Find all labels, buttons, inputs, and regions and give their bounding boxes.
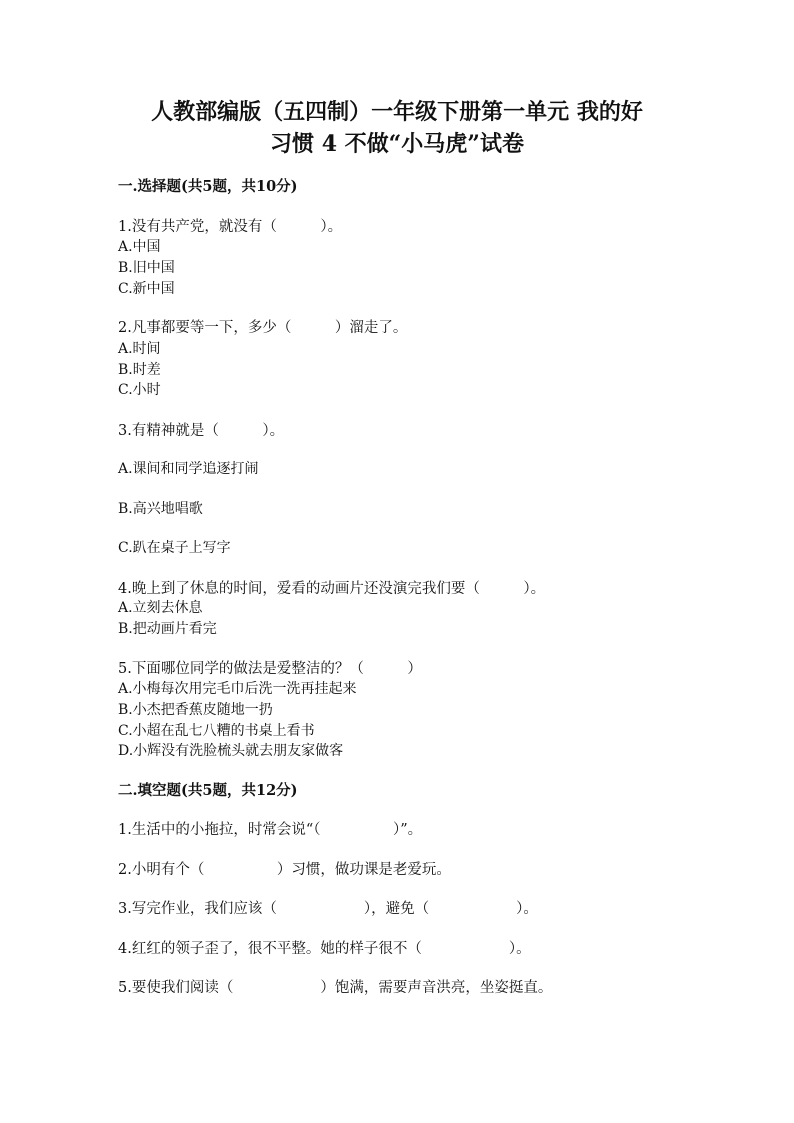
section-heading-choice: 一.选择题(共5题，共10分) — [118, 178, 298, 195]
option: C.小时 — [118, 382, 161, 398]
fill-in-question: 5.要使我们阅读（ ）饱满，需要声音洪亮，坐姿挺直。 — [118, 980, 553, 996]
option: D.小辉没有洗脸梳头就去朋友家做客 — [118, 743, 344, 759]
fill-in-question: 1.生活中的小拖拉，时常会说“（ ）”。 — [118, 822, 423, 838]
option: C.趴在桌子上写字 — [118, 540, 231, 556]
option: A.课间和同学追逐打闹 — [118, 461, 259, 477]
option: C.新中国 — [118, 281, 175, 297]
question-stem: 2.凡事都要等一下，多少（ ）溜走了。 — [118, 320, 408, 336]
option: B.旧中国 — [118, 260, 175, 276]
option: B.时差 — [118, 362, 161, 378]
exam-title-line-1: 人教部编版（五四制）一年级下册第一单元 我的好 — [151, 99, 643, 125]
question-stem: 1.没有共产党，就没有（ ）。 — [118, 219, 343, 235]
option: A.时间 — [118, 341, 161, 357]
question-stem: 4.晚上到了休息的时间，爱看的动画片还没演完我们要（ ）。 — [118, 581, 546, 597]
section-heading-fill-in: 二.填空题(共5题，共12分) — [118, 782, 298, 799]
exam-title-line-2: 习惯 4 不做“小马虎”试卷 — [270, 131, 524, 157]
option: C.小超在乱七八糟的书桌上看书 — [118, 723, 315, 739]
option: B.小杰把香蕉皮随地一扔 — [118, 702, 273, 718]
option: A.小梅每次用完毛巾后洗一洗再挂起来 — [118, 681, 357, 697]
question-stem: 3.有精神就是（ ）。 — [118, 423, 285, 439]
option: B.把动画片看完 — [118, 621, 217, 637]
option: B.高兴地唱歌 — [118, 501, 203, 517]
option: A.中国 — [118, 239, 161, 255]
fill-in-question: 3.写完作业，我们应该（ ），避免（ ）。 — [118, 901, 538, 917]
fill-in-question: 4.红红的领子歪了，很不平整。她的样子很不（ ）。 — [118, 941, 531, 957]
question-stem: 5.下面哪位同学的做法是爱整洁的？（ ） — [118, 661, 422, 677]
option: A.立刻去休息 — [118, 600, 203, 616]
fill-in-question: 2.小明有个（ ）习惯，做功课是老爱玩。 — [118, 862, 451, 878]
